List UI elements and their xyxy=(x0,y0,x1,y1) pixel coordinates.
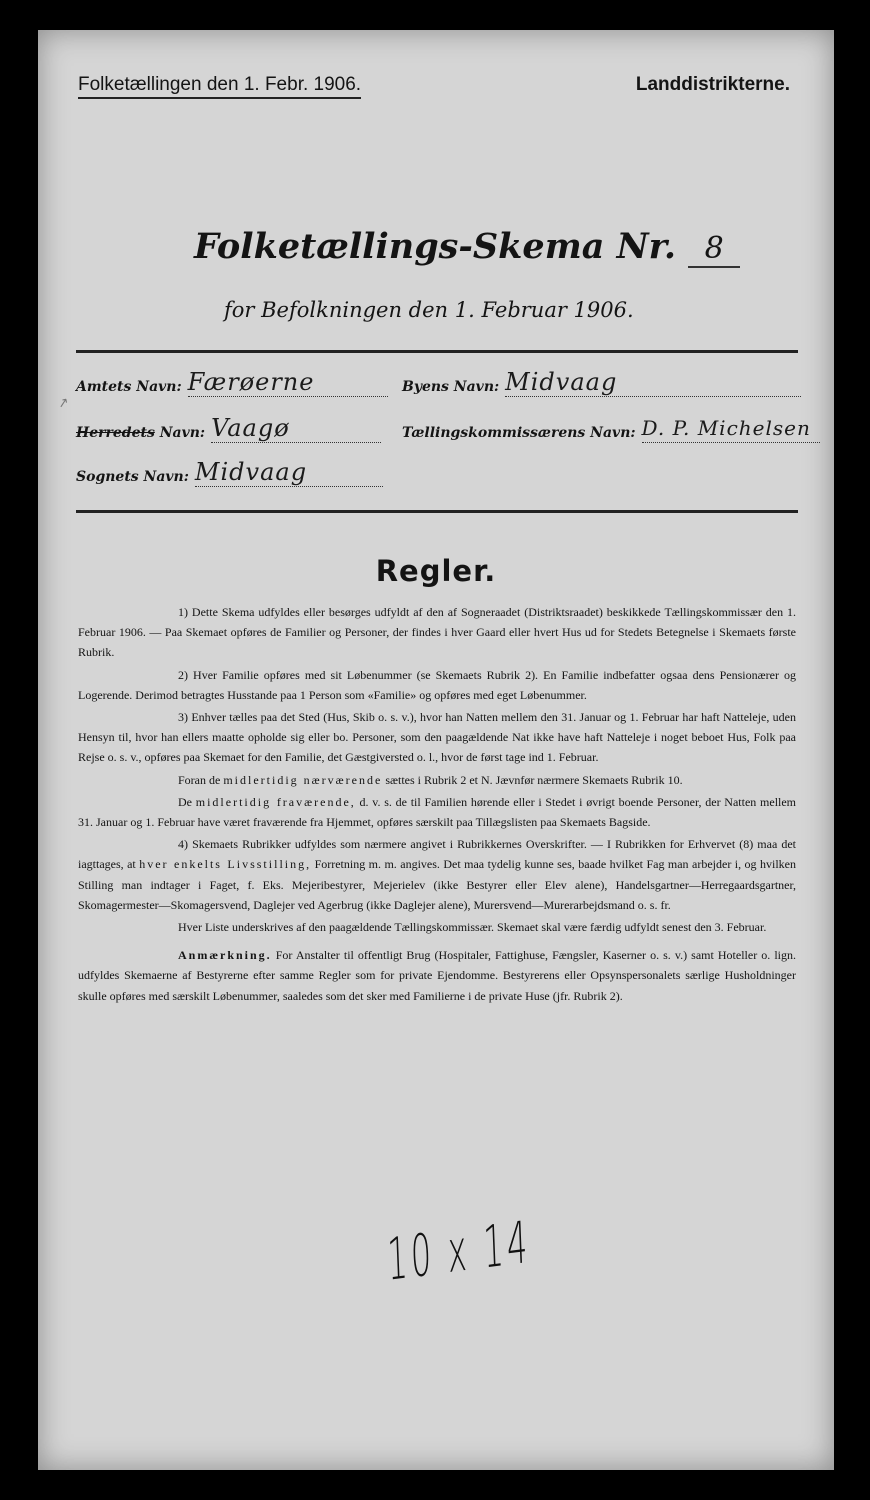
rule-3b xyxy=(78,770,796,790)
rule-3c-pre: De xyxy=(178,794,192,809)
rule-4 xyxy=(78,834,796,915)
handwritten-size-note: 10 x 14 xyxy=(386,1207,532,1294)
rules-body xyxy=(78,602,796,1008)
annotation-lead: Anmærkning. xyxy=(178,948,272,963)
kommissaer-field xyxy=(402,414,820,443)
form-title-text: Folketællings-Skema Nr. xyxy=(194,226,677,267)
rule-4-post: Forretning m. m. angives. Det maa tydelig kunne ses, baade hvilket Fag man arbejder i, og hvilken Stilling man indtager i Faget, f. Eks. Mejeribestyrer, Mejerielev (ikke Bestyrer eller Elev alene), Handelsgartner—Herregaardsgartner, Skomagermester—Skomagersvend, Daglejer ved Agerbrug (ikke Daglejer alene), Murersvend—Murerarbejdsmand o. s. fr. xyxy=(78,857,796,912)
herred-value: Vaagø xyxy=(211,414,381,443)
rule-5: Hver Liste underskrives af den paagældende Tællingskommissær. Skemaet skal være færdig udfyldt senest den 3. Februar. xyxy=(178,920,767,935)
by-label: Byens Navn: xyxy=(402,379,500,395)
sogn-field xyxy=(76,458,383,487)
annotation-text: For Anstalter til offentligt Brug (Hospitaler, Fattighuse, Fængsler, Kaserner o. s. v.) samt Hoteller o. lign. udfyldes Skemaerne af Bestyrerne efter samme Regler som for private Ejendomme. Bestyrerens eller Opsynspersonalets særlige Husholdninger skulle opføres med særskilt Løbenummer, saaledes som det sker med Familierne i de private Huse (jfr. Rubrik 2). xyxy=(78,948,796,1003)
top-divider xyxy=(76,350,798,353)
rule-4-pre: 4) Skemaets Rubrikker udfyldes som nærmere angivet i Rubrikkernes Overskrifter. — I Rubrikken for Erhvervet (8) maa det iagttages, at xyxy=(78,837,796,872)
census-form-page xyxy=(38,30,834,1470)
by-field xyxy=(402,368,801,397)
rule-1: 1) Dette Skema udfyldes eller besørges udfyldt af den af Sogneraadet (Distriktsraadet) beskikkede Tællingskommissær den 1. Februar 1906. — Paa Skemaet opføres de Familier og Personer, der findes i hver Gaard eller hvert Hus ud for Stedets Betegnelse i Skemaets første Rubrik. xyxy=(78,605,796,660)
rule-3c-emphasis: midlertidig fraværende, xyxy=(195,794,356,809)
rules-heading: Regler. xyxy=(375,554,497,588)
district-type-label: Landdistrikterne. xyxy=(635,74,790,95)
rule-3b-pre: Foran de xyxy=(178,772,221,787)
by-value: Midvaag xyxy=(505,368,801,397)
bottom-divider xyxy=(76,510,798,513)
herred-label xyxy=(76,425,205,443)
sogn-label: Sognets Navn: xyxy=(76,469,189,485)
form-title xyxy=(194,226,740,268)
census-header: Folketællingen den 1. Febr. 1906. xyxy=(78,74,361,99)
rule-4-emphasis: hver enkelts Livsstilling, xyxy=(139,857,312,872)
form-subtitle: for Befolkningen den 1. Februar 1906. xyxy=(224,298,634,322)
form-number: 8 xyxy=(688,231,740,268)
amt-label: Amtets Navn: xyxy=(76,379,182,395)
rule-3: 3) Enhver tælles paa det Sted (Hus, Skib o. s. v.), hvor han Natten mellem den 31. Januar og 1. Februar har haft Natteleje, uden Hensyn til, hvor han ellers maatte opholde sig eller bo. Personer, som den paagældende Nat ikke have haft Natteleje i noget beboet Hus, Folk paa Rejse o. s. v., opføres paa Skemaet for den Familie, det Gæstgiversted o. l., hvor de først tage ind 1. Februar. xyxy=(78,710,796,765)
amt-field xyxy=(76,368,388,397)
pencil-mark: ↗ xyxy=(56,395,71,412)
rule-3b-post: sættes i Rubrik 2 et N. Jævnfør nærmere Skemaets Rubrik 10. xyxy=(385,772,683,787)
kommissaer-value: D. P. Michelsen xyxy=(642,414,820,443)
annotation xyxy=(78,945,796,1006)
rule-3b-emphasis: midlertidig nærværende xyxy=(223,772,383,787)
rule-2: 2) Hver Familie opføres med sit Løbenummer (se Skemaets Rubrik 2). En Familie indbefatter ogsaa dens Pensionærer og Logerende. Derimod betragtes Husstande paa 1 Person som «Familie» og opføres med eget Løbenummer. xyxy=(78,667,796,702)
amt-value: Færøerne xyxy=(188,368,388,397)
kommissaer-label: Tællingskommissærens Navn: xyxy=(402,425,636,441)
rule-3c xyxy=(78,792,796,832)
rule-3c-post: d. v. s. de til Familien hørende eller i Stedet i øvrigt boende Personer, der Natten mellem 31. Januar og 1. Februar have været fraværende fra Hjemmet, opføres særskilt paa Tillægslisten paa Skemaets Bagside. xyxy=(78,794,797,830)
herred-label-struck: Herredets xyxy=(76,425,155,441)
herred-field xyxy=(76,414,381,443)
sogn-value: Midvaag xyxy=(195,458,383,487)
herred-label-rest: Navn: xyxy=(159,425,206,441)
